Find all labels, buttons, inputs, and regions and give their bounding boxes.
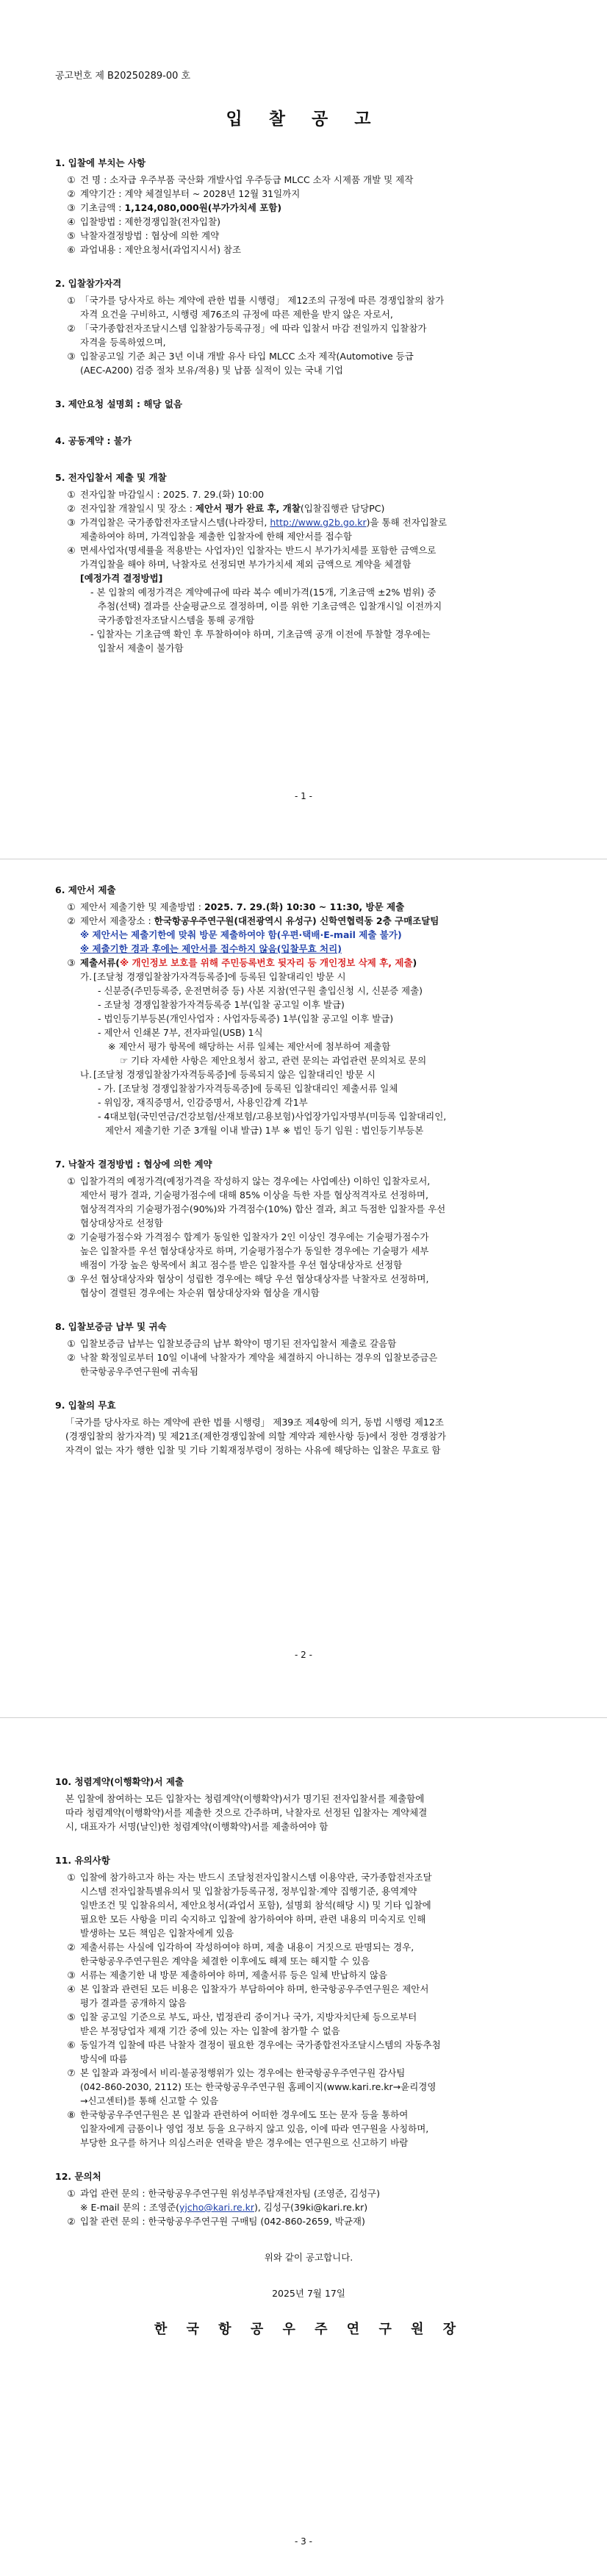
- list-item: ④ 면세사업자(명세률을 적용받는 사업자)인 입찰자는 반드시 부가가치세를 포함한 금액으로 가격입찰을 해야 하며, 낙찰자로 선정되면 부가가치세 제외 금액으로 계약을 체결함: [67, 545, 437, 570]
- email-link[interactable]: yjcho@kari.re.kr: [179, 2202, 255, 2213]
- text-line: - 제안서 인쇄본 7부, 전자파일(USB) 1식: [98, 1027, 263, 1038]
- list-item: ② 전자입찰 개찰일시 및 장소 : 제안서 평가 완료 후, 개찰(입찰집행관 담당PC): [67, 503, 385, 514]
- text-line: - 조달청 경쟁입찰참가자격등록증 1부(입찰 공고일 이후 발급): [98, 999, 345, 1010]
- text-line: - 가. [조달청 경쟁입찰참가자격등록증]에 등록된 입찰대리인 제출서류 일체: [98, 1083, 398, 1094]
- text-line: - 법인등기부등본(개인사업자 : 사업자등록증) 1부(입찰 공고일 이후 발급): [98, 1013, 394, 1024]
- list-item: ⑧ 한국항공우주연구원은 본 입찰과 관련하여 어떠한 경우에도 또는 문자 등을 통하여 입찰자에게 금품이나 영업 정보 등을 요구하지 않고 있음, 이에 따라 연구원을 사칭하며, 부당한 요구를 하거나 의심스러운 연락을 받은 경우에는 연구원으로 신고하기 바람: [67, 2109, 429, 2148]
- list-item: ② 제안서 제출장소 : 한국항공우주연구원(대전광역시 유성구) 신학연협력동 2층 구매조달팀: [67, 915, 439, 926]
- list-item: ③ 제출서류(※ 개인정보 보호를 위해 주민등록번호 뒷자리 등 개인정보 삭제 후, 제출): [67, 957, 417, 968]
- price-method-1: - 본 입찰의 예정가격은 계약예규에 따라 복수 예비가격(15개, 기초금액 ±2% 범위) 중 추첨(선택) 결과를 산술평균으로 결정하며, 이를 위한 기초금액은 입찰개시일 이전까지 국가종합전자조달시스템을 통해 공개함: [90, 587, 442, 626]
- doc-group-a-note: ※ 제안서 평가 항목에 해당하는 서류 일체는 제안서에 첨부하여 제출함: [108, 1041, 391, 1052]
- closing-notice: 위와 같이 공고합니다.: [264, 2252, 353, 2263]
- list-item: ② 제출서류는 사실에 입각하여 작성하여야 하며, 제출 내용이 거짓으로 판명되는 경우, 한국항공우주연구원은 계약을 체결한 이후에도 해제 또는 해지할 수 있음: [67, 1942, 414, 1967]
- section-6-title: 6. 제안서 제출: [55, 884, 116, 895]
- list-item: ③ 서류는 제출기한 내 방문 제출하여야 하며, 제출서류 등은 일체 반납하지 않음: [67, 1969, 388, 1981]
- submission-note-2: ※ 제출기한 경과 후에는 제안서를 접수하지 않음(입찰무효 처리): [80, 943, 342, 954]
- section-7-title: 7. 낙찰자 결정방법 : 협상에 의한 계약: [55, 1159, 212, 1170]
- section-7-list: [55, 1174, 562, 1300]
- price-method-2: - 입찰자는 기초금액 확인 후 투찰하여야 하며, 기초금액 공개 이전에 투찰할 경우에는 입찰서 제출이 불가함: [90, 629, 431, 654]
- list-item: ④ 입찰방법 : 제한경쟁입찰(전자입찰): [67, 216, 220, 227]
- section-3-title: 3. 제안요청 설명회 : 해당 없음: [55, 398, 183, 409]
- doc-group-b: 나. [조달청 경쟁입찰참가자격등록증]에 등록되지 않은 입찰대리인 방문 시: [80, 1069, 376, 1080]
- page-number: - 3 -: [295, 2536, 312, 2547]
- text-line: - 신분증(주민등록증, 운전면허증 등) 사본 지참(연구원 출입신청 시, 신분증 제출): [98, 985, 423, 996]
- text-line: - 위임장, 재직증명서, 인감증명서, 사용인감계 각1부: [98, 1097, 308, 1108]
- text-line: (경쟁입찰의 참가자격) 및 제21조(제한경쟁입찰에 의할 계약과 제한사항 등)에서 정한 경쟁참가: [65, 1431, 446, 1442]
- list-item: ② 계약기간 : 계약 체결일부터 ~ 2028년 12월 31일까지: [67, 188, 301, 199]
- list-item: ① 과업 관련 문의 : 한국항공우주연구원 위성부주탑재전자팀 (조영준, 김성구): [67, 2188, 381, 2199]
- page-title: 입 찰 공 고: [226, 110, 381, 129]
- section-9-title: 9. 입찰의 무효: [55, 1400, 116, 1411]
- text-line: 시, 대표자가 서명(날인)한 청렴계약(이행확약)서를 제출하여야 함: [65, 1821, 328, 1832]
- list-item: ① 건 명 : 소자급 우주부품 국산화 개발사업 우주등급 MLCC 소자 시제품 개발 및 제작: [67, 174, 414, 185]
- list-item: ⑤ 입찰 공고일 기준으로 부도, 파산, 법정관리 중이거나 국가, 지방자치단체 등으로부터 받은 부정당업자 제재 기간 중에 있는 자는 입찰에 참가할 수 없음: [67, 2011, 417, 2036]
- list-item: ⑤ 낙찰자결정방법 : 협상에 의한 계약: [67, 230, 220, 241]
- section-2-title: 2. 입찰참가자격: [55, 278, 122, 289]
- price-method-title: [예정가격 결정방법]: [80, 573, 163, 584]
- list-item: ⑥ 동일가격 입찰에 따른 낙찰자 결정이 필요한 경우에는 국가종합전자조달시스템의 자동추첨 방식에 따름: [67, 2039, 441, 2064]
- list-item: ① 「국가를 당사자로 하는 계약에 관한 법률 시행령」 제12조의 규정에 따른 경쟁입찰의 참가 자격 요건을 구비하고, 시행령 제76조의 규정에 따른 제한을 받지 않은 자로서,: [67, 295, 445, 320]
- list-item: ① 입찰보증금 납부는 입찰보증금의 납부 확약이 명기된 전자입찰서 제출로 갈음함: [67, 1338, 397, 1349]
- list-item: ③ 가격입찰은 국가종합전자조달시스템(나라장터, http://www.g2b.go.kr)을 통해 전자입찰로 제출하여야 하며, 가격입찰을 제출한 입찰자에 한해 제안서를 접수함: [67, 517, 448, 542]
- list-item: ② 「국가종합전자조달시스템 입찰참가등록규정」에 따라 입찰서 마감 전일까지 입찰참가 자격을 등록하였으며,: [67, 323, 427, 348]
- list-item: ⑥ 과업내용 : 제안요청서(과업지시서) 참조: [67, 244, 242, 255]
- g2b-link[interactable]: http://www.g2b.go.kr: [270, 517, 367, 528]
- page-2: [0, 859, 607, 1717]
- page-3-body: [55, 1775, 562, 2336]
- submission-note-1: ※ 제안서는 제출기한에 맞춰 방문 제출하여야 함(우편·택배·E-mail 제출 불가): [80, 929, 402, 940]
- list-item: ③ 우선 협상대상자와 협상이 성립한 경우에는 해당 우선 협상대상자를 낙찰자로 선정하며, 협상이 결렬된 경우에는 차순위 협상대상자와 협상을 개시함: [67, 1273, 429, 1298]
- doc-group-b-tail: 제안서 제출기한 기준 3개월 이내 발급) 1부 ※ 법인 등기 임원 : 법인등기부등본: [105, 1125, 424, 1136]
- list-item: ① 입찰에 참가하고자 하는 자는 반드시 조달청전자입찰시스템 이용약관, 국가종합전자조달 시스템 전자입찰특별유의서 및 입찰참가등록규정, 정부입찰·계약 집행기준, 용역계약 일반조건 및 입찰유의서, 제안요청서(과업서 포함), 설명회 참석(해당 시) 및 기타 입찰에 필요한 모든 사항을 미리 숙지하고 입찰에 참가하여야 하며, 관련 내용의 미숙지로 인해 발생하는 모든 책임은 입찰자에게 있음: [67, 1872, 432, 1939]
- section-11-list: [55, 1870, 562, 2150]
- section-12-title: 12. 문의처: [55, 2171, 101, 2182]
- doc-group-a-items: [55, 984, 562, 1040]
- text-line: 자격이 없는 자가 행한 입찰 및 기타 기획재정부령이 정하는 사유에 해당하는 입찰은 무효로 함: [65, 1445, 441, 1456]
- section-11-title: 11. 유의사항: [55, 1855, 110, 1866]
- doc-group-a-note-2: ☞ 기타 자세한 사항은 제안요청서 참고, 관련 문의는 과업관련 문의처로 문의: [120, 1055, 427, 1066]
- section-10-text: [55, 1792, 562, 1833]
- list-item: ② 낙찰 확정일로부터 10일 이내에 낙찰자가 계약을 체결하지 아니하는 경우의 입찰보증금은 한국항공우주연구원에 귀속됨: [67, 1352, 438, 1377]
- text-line: 「국가를 당사자로 하는 계약에 관한 법률 시행령」 제39조 제4항에 의거, 동법 시행령 제12조: [65, 1417, 444, 1428]
- doc-group-a: 가. [조달청 경쟁입찰참가자격등록증]에 등록된 입찰대리인 방문 시: [80, 971, 346, 982]
- list-item: ③ 입찰공고일 기준 최근 3년 이내 개발 유사 타입 MLCC 소자 제작(Automotive 등급 (AEC-A200) 검증 절차 보유/적용) 및 납품 실적이 있는 국내 기업: [67, 351, 414, 376]
- notice-number: 공고번호 제 B20250289-00 호: [55, 71, 191, 82]
- list-item: ① 입찰가격의 예정가격(예정가격을 작성하지 않는 경우에는 사업예산) 이하인 입찰자로서, 제안서 평가 결과, 기술평가점수에 대해 85% 이상을 득한 자를 협상적격자로 선정하며, 협상적격자의 기술평가점수(90%)와 가격점수(10%) 합산 결과, 최고 득점한 입찰자를 우선 협상대상자로 선정함: [67, 1176, 446, 1228]
- section-8-title: 8. 입찰보증금 납부 및 귀속: [55, 1321, 167, 1332]
- section-9-text: [55, 1415, 562, 1457]
- section-4-title: 4. 공동계약 : 불가: [55, 435, 132, 446]
- page-1: [0, 0, 607, 859]
- list-item: ③ 기초금액 : 1,124,080,000원(부가가치세 포함): [67, 202, 282, 213]
- section-1-title: 1. 입찰에 부치는 사항: [55, 157, 146, 168]
- page-number: - 1 -: [295, 791, 312, 801]
- list-item: ① 전자입찰 마감일시 : 2025. 7. 29.(화) 10:00: [67, 489, 265, 500]
- doc-group-b-items: [55, 1081, 562, 1123]
- page-number: - 2 -: [295, 1650, 312, 1660]
- section-8-list: [55, 1337, 562, 1378]
- list-item: ① 제안서 제출기한 및 제출방법 : 2025. 7. 29.(화) 10:30 ~ 11:30, 방문 제출: [67, 901, 405, 912]
- list-item: ② 입찰 관련 문의 : 한국항공우주연구원 구매팀 (042-860-2659, 박균재): [67, 2216, 365, 2227]
- page-1-body: [55, 156, 562, 655]
- page-3: [0, 1717, 607, 2576]
- page-2-body: [55, 883, 562, 1457]
- text-line: - 4대보험(국민연금/건강보험/산재보험/고용보험)사업장가입자명부(미등록 입찰대리인,: [98, 1111, 447, 1122]
- section-10-title: 10. 청렴계약(이행확약)서 제출: [55, 1776, 184, 1787]
- list-item: ④ 본 입찰과 관련된 모든 비용은 입찰자가 부담하여야 하며, 한국항공우주연구원은 제안서 평가 결과를 공개하지 않음: [67, 1983, 429, 2008]
- issuer-name: 한 국 항 공 우 주 연 구 원 장: [154, 2322, 464, 2337]
- section-5-title: 5. 전자입찰서 제출 및 개찰: [55, 472, 167, 483]
- text-line: 따라 청렴계약(이행확약)서를 제출한 것으로 간주하며, 낙찰자로 선정된 입찰자는 계약체결: [65, 1807, 428, 1818]
- email-contact: ※ E-mail 문의 : 조영준(yjcho@kari.re.kr), 김성구(39ki@kari.re.kr): [80, 2202, 368, 2213]
- text-line: 본 입찰에 참여하는 모든 입찰자는 청렴계약(이행확약)서가 명기된 전자입찰서를 제출함에: [65, 1793, 425, 1804]
- section-2-list: [55, 293, 562, 377]
- list-item: ⑦ 본 입찰과 과정에서 비리·불공정행위가 있는 경우에는 한국항공우주연구원 감사팀 (042-860-2030, 2112) 또는 한국항공우주연구원 홈페이지(www.kari.re.kr→윤리경영 →신고센터)를 통해 신고할 수 있음: [67, 2067, 437, 2106]
- list-item: ② 기술평가점수와 가격점수 합계가 동일한 입찰자가 2인 이상인 경우에는 기술평가점수가 높은 입찰자를 우선 협상대상자로 하며, 기술평가점수가 동일한 경우에는 기술평가 세부 배점이 가장 높은 항목에서 최고 점수를 받은 입찰자를 우선 협상대상자로 선정함: [67, 1231, 429, 1270]
- section-1-list: [55, 173, 562, 257]
- notice-date: 2025년 7월 17일: [272, 2288, 345, 2299]
